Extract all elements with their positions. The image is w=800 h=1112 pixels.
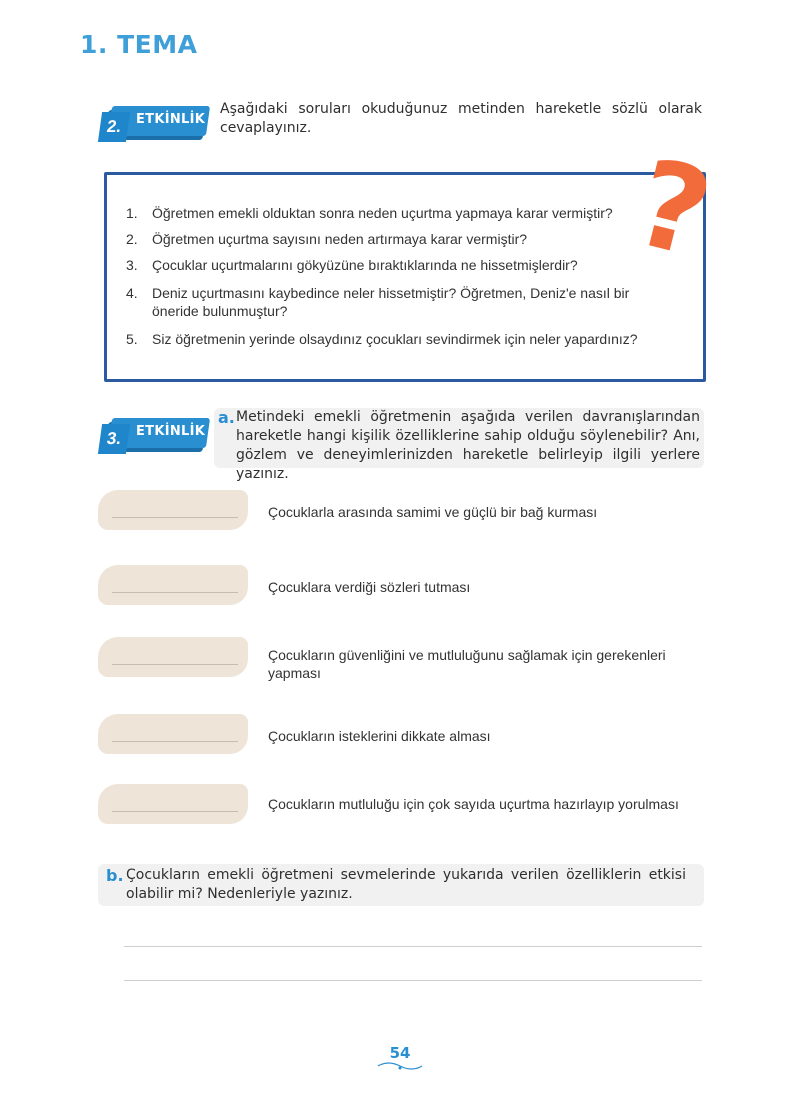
question-number: 1. — [126, 205, 138, 221]
answer-blank[interactable] — [98, 784, 248, 824]
answer-blank[interactable] — [98, 714, 248, 754]
question-number: 4. — [126, 285, 138, 301]
question-text: Siz öğretmenin yerinde olsaydınız çocukları sevindirmek için neler yapardınız? — [152, 331, 638, 347]
question-number: 2. — [126, 231, 138, 247]
page-number: 54 — [389, 1044, 411, 1062]
question-item — [126, 256, 666, 274]
question-text: Öğretmen uçurtma sayısını neden artırmaya karar vermiştir? — [152, 231, 528, 247]
badge-number: 3. — [98, 424, 130, 454]
activity-3-badge — [100, 412, 210, 458]
activity-2-badge — [100, 100, 210, 146]
writing-line[interactable] — [124, 980, 702, 981]
part-b-instruction: Çocukların emekli öğretmeni sevmelerinde yukarıda verilen özelliklerin etkisi olabilir mi? Nedenleriyle yazınız. — [126, 867, 686, 902]
question-list — [126, 204, 666, 356]
answer-blank[interactable] — [98, 490, 248, 530]
question-mark-icon: ? — [622, 133, 724, 286]
trait-text: Çocukların güvenliğini ve mutluluğunu sağlamak için gerekenleri yapması — [268, 647, 666, 681]
question-text: Öğretmen emekli olduktan sonra neden uçurtma yapmaya karar vermiştir? — [152, 205, 613, 221]
page-swirl-icon — [376, 1060, 424, 1072]
question-number: 3. — [126, 257, 138, 273]
question-number: 5. — [126, 331, 138, 347]
question-item — [126, 330, 666, 348]
part-b-letter: b. — [106, 866, 124, 885]
trait-text: Çocukların mutluluğu için çok sayıda uçurtma hazırlayıp yorulması — [268, 796, 679, 812]
question-text: Deniz uçurtmasını kaybedince neler hissetmiştir? Öğretmen, Deniz'e nasıl bir öneride bulunmuştur? — [152, 285, 630, 319]
trait-text: Çocuklarla arasında samimi ve güçlü bir bağ kurması — [268, 504, 598, 520]
question-item — [126, 204, 666, 222]
badge-number: 2. — [98, 112, 130, 142]
trait-text: Çocuklara verdiği sözleri tutması — [268, 579, 471, 595]
badge-label: ETKİNLİK — [136, 424, 206, 439]
question-item — [126, 284, 666, 320]
badge-label: ETKİNLİK — [136, 112, 206, 127]
part-a-instruction: Metindeki emekli öğretmenin aşağıda verilen davranışlarından hareketle hangi kişilik özelliklerine sahip olduğu söylenebilir? Anı, gözlem ve deneyimlerinizden hareketle belirleyip ilgili yerlere yazınız. — [236, 409, 700, 482]
trait-text: Çocukların isteklerini dikkate alması — [268, 728, 491, 744]
question-text: Çocuklar uçurtmalarını gökyüzüne bıraktıklarında ne hissetmişlerdir? — [152, 257, 578, 273]
theme-title: 1. TEMA — [80, 30, 198, 59]
writing-line[interactable] — [124, 946, 702, 947]
activity-2-instruction: Aşağıdaki soruları okuduğunuz metinden hareketle sözlü olarak cevaplayınız. — [220, 101, 702, 136]
answer-blank[interactable] — [98, 637, 248, 677]
question-item — [126, 230, 666, 248]
answer-blank[interactable] — [98, 565, 248, 605]
part-a-letter: a. — [218, 408, 235, 427]
